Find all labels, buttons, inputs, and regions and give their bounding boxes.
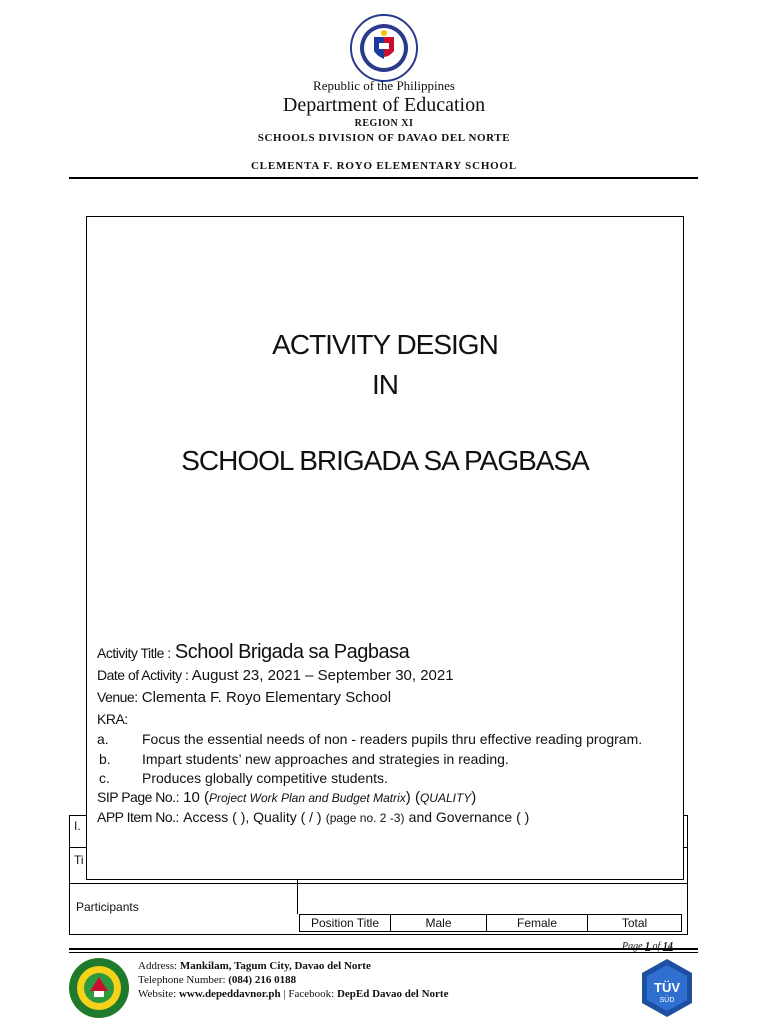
activity-design-box (86, 216, 684, 880)
table-row-label: Ti (74, 853, 84, 867)
date-row (97, 667, 454, 684)
column-header: Total (621, 916, 648, 930)
kra-row (97, 711, 128, 728)
tuv-text: TÜV (654, 980, 680, 995)
kra-label: KRA: (97, 711, 128, 727)
column-header: Female (487, 915, 588, 931)
kra-item-text: Impart students’ new approaches and strategies in reading. (142, 751, 509, 767)
app-page: (page no. 2 -3) (325, 811, 405, 825)
sip-quality: QUALITY (419, 791, 472, 805)
kra-item-letter: a. (97, 731, 109, 747)
facebook-link[interactable]: DepEd Davao del Norte (336, 988, 449, 1000)
page-number (622, 941, 673, 952)
venue-value: Clementa F. Royo Elementary School (141, 689, 392, 706)
school-heading: CLEMENTA F. ROYO ELEMENTARY SCHOOL (250, 160, 518, 172)
app-access-quality: Access ( ), Quality ( / ) (183, 809, 322, 825)
page-total: 14 (662, 941, 673, 952)
kra-item-text: Focus the essential needs of non - readers pupils thru effective reading program. (142, 731, 643, 747)
activity-title-label: Activity Title : (97, 645, 171, 661)
division-davao-del-norte-logo-icon (68, 957, 130, 1019)
activity-title-value: School Brigada sa Pagbasa (174, 641, 410, 663)
header-divider (69, 177, 698, 179)
telephone-value: (084) 216 0188 (228, 974, 297, 986)
region-heading: REGION XI (354, 118, 414, 129)
venue-row (97, 689, 391, 706)
cover-title-line: SCHOOL BRIGADA SA PAGBASA (181, 445, 589, 476)
deped-seal-icon (349, 13, 419, 83)
participants-label: Participants (76, 900, 139, 914)
tuv-sud-logo-icon (636, 957, 698, 1019)
sip-number: 10 (183, 789, 200, 806)
activity-title-row (97, 641, 409, 664)
participants-header-row (299, 914, 682, 932)
kra-item-letter: c. (99, 770, 110, 786)
republic-heading: Republic of the Philippines (313, 78, 455, 93)
footer-divider (69, 952, 698, 953)
date-value: August 23, 2021 – September 30, 2021 (191, 667, 454, 684)
kra-item-text: Produces globally competitive students. (142, 770, 388, 786)
website-link[interactable]: www.depeddavnor.ph (178, 988, 281, 1000)
website-label: Website: (138, 988, 177, 1000)
footer-address (138, 960, 371, 972)
sip-note: Project Work Plan and Budget Matrix (209, 791, 406, 805)
sip-label: SIP Page No.: (97, 789, 179, 805)
division-heading: SCHOOLS DIVISION OF DAVAO DEL NORTE (257, 132, 511, 144)
sip-row: SIP Page No.: 10 (Project Work Plan and Budget Matrix) (QUALITY) (97, 789, 477, 806)
column-header: Position Title (300, 915, 391, 931)
footer-divider (69, 948, 698, 950)
app-row (97, 809, 529, 826)
tuv-sub-text: SÜD (659, 997, 675, 1004)
app-governance: and Governance ( ) (408, 809, 530, 825)
footer-website (138, 988, 448, 1000)
column-header: Male (391, 915, 487, 931)
date-label: Date of Activity : (97, 667, 189, 683)
app-label: APP Item No.: (97, 809, 179, 825)
address-label: Address: (138, 960, 178, 972)
footer-telephone (138, 974, 296, 986)
cover-title-line: IN (372, 369, 398, 400)
address-value: Mankilam, Tagum City, Davao del Norte (179, 960, 371, 972)
kra-item-letter: b. (99, 751, 111, 767)
page-current: 1 (645, 941, 651, 952)
department-heading: Department of Education (282, 94, 486, 116)
facebook-label: | Facebook: (283, 988, 335, 1000)
page-of: of (652, 941, 661, 952)
cover-title-line: ACTIVITY DESIGN (272, 329, 498, 360)
venue-label: Venue: (97, 689, 138, 705)
page-prefix: Page (622, 941, 643, 952)
table-row-label: I. (74, 819, 81, 833)
telephone-label: Telephone Number: (138, 974, 226, 986)
